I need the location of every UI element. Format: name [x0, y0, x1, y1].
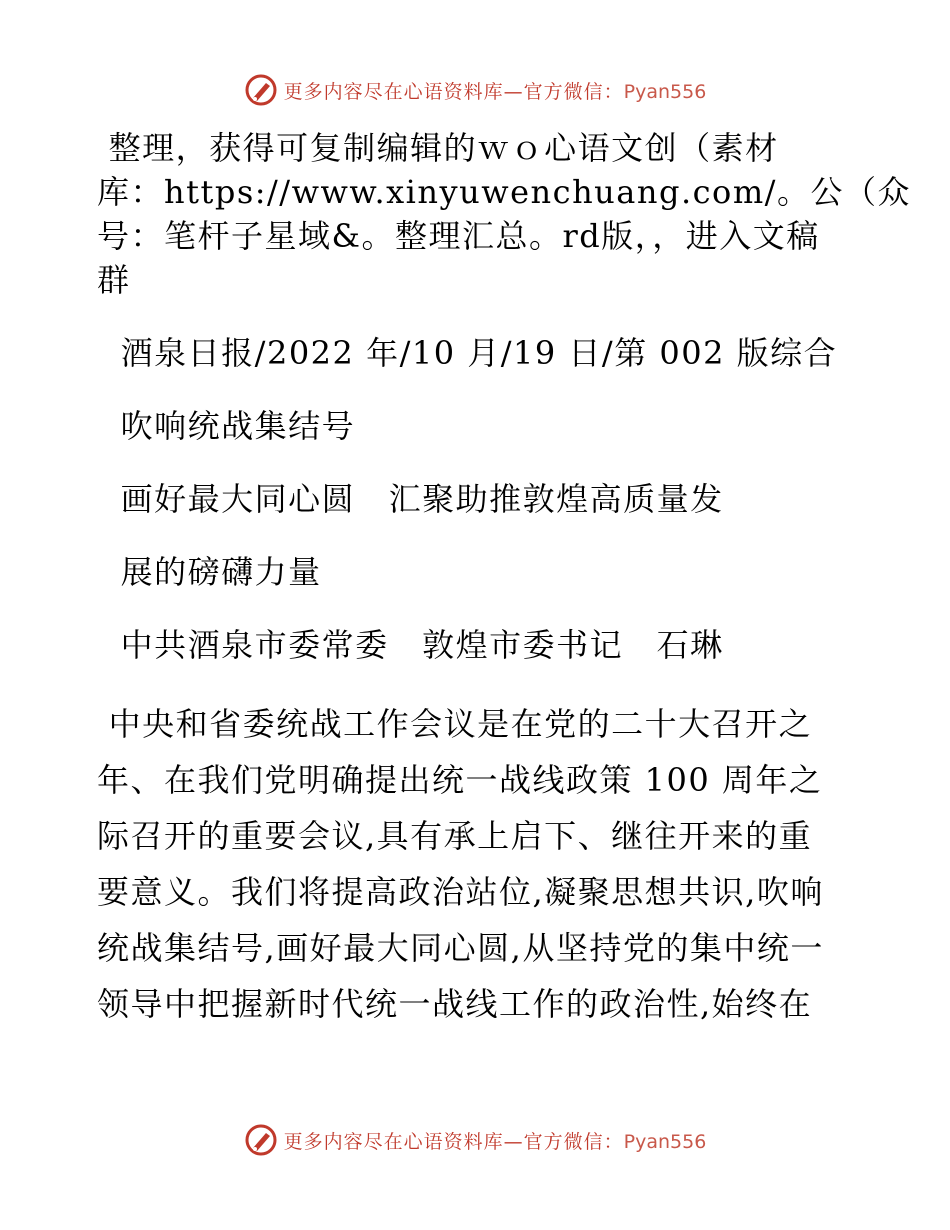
article-title-2: 画好最大同心圆 汇聚助推敦煌高质量发 — [109, 480, 724, 518]
banner-handle: Pyan556 — [623, 80, 707, 103]
banner-label: 更多内容尽在心语资料库—官方微信： — [283, 1130, 624, 1153]
pen-circle-logo-icon — [244, 1123, 278, 1157]
body-paragraph — [97, 696, 857, 1032]
intro-line: 群 — [97, 261, 131, 299]
source-line — [97, 331, 857, 375]
header-banner — [0, 70, 950, 110]
title-line-1 — [97, 404, 857, 448]
intro-paragraph — [97, 126, 911, 302]
document-body — [97, 126, 911, 1061]
banner-text — [284, 77, 707, 104]
source-text: 酒泉日报/2022 年/10 月/19 日/第 002 版综合 — [109, 334, 838, 372]
intro-line: 库：https://www.xinyuwenchuang.com/。公（众 — [97, 173, 911, 211]
banner-handle: Pyan556 — [623, 1130, 707, 1153]
body-line: 统战集结号,画好最大同心圆,从坚持党的集中统一 — [97, 929, 824, 967]
banner-label: 更多内容尽在心语资料库—官方微信： — [283, 80, 624, 103]
author-text: 中共酒泉市委常委 敦煌市委书记 石琳 — [109, 626, 724, 664]
article-title-3: 展的磅礴力量 — [109, 553, 322, 591]
title-line-2 — [97, 477, 857, 521]
footer-banner — [0, 1120, 950, 1160]
author-line — [97, 623, 857, 667]
intro-line: 整理，获得可复制编辑的ｗｏ心语文创（素材 — [97, 129, 779, 167]
article-title-1: 吹响统战集结号 — [109, 407, 356, 445]
body-line: 要意义。我们将提高政治站位,凝聚思想共识,吹响 — [97, 873, 824, 911]
intro-line: 号：笔杆子星域&。整理汇总。rd版，，进入文稿 — [97, 217, 820, 255]
body-line: 年、在我们党明确提出统一战线政策 100 周年之 — [97, 761, 823, 799]
body-line: 际召开的重要会议,具有承上启下、继往开来的重 — [97, 817, 813, 855]
banner-text — [284, 1127, 707, 1154]
body-line: 领导中把握新时代统一战线工作的政治性,始终在 — [97, 985, 813, 1023]
pen-circle-logo-icon — [244, 73, 278, 107]
body-line: 中央和省委统战工作会议是在党的二十大召开之 — [97, 705, 813, 743]
title-line-3 — [97, 550, 857, 594]
